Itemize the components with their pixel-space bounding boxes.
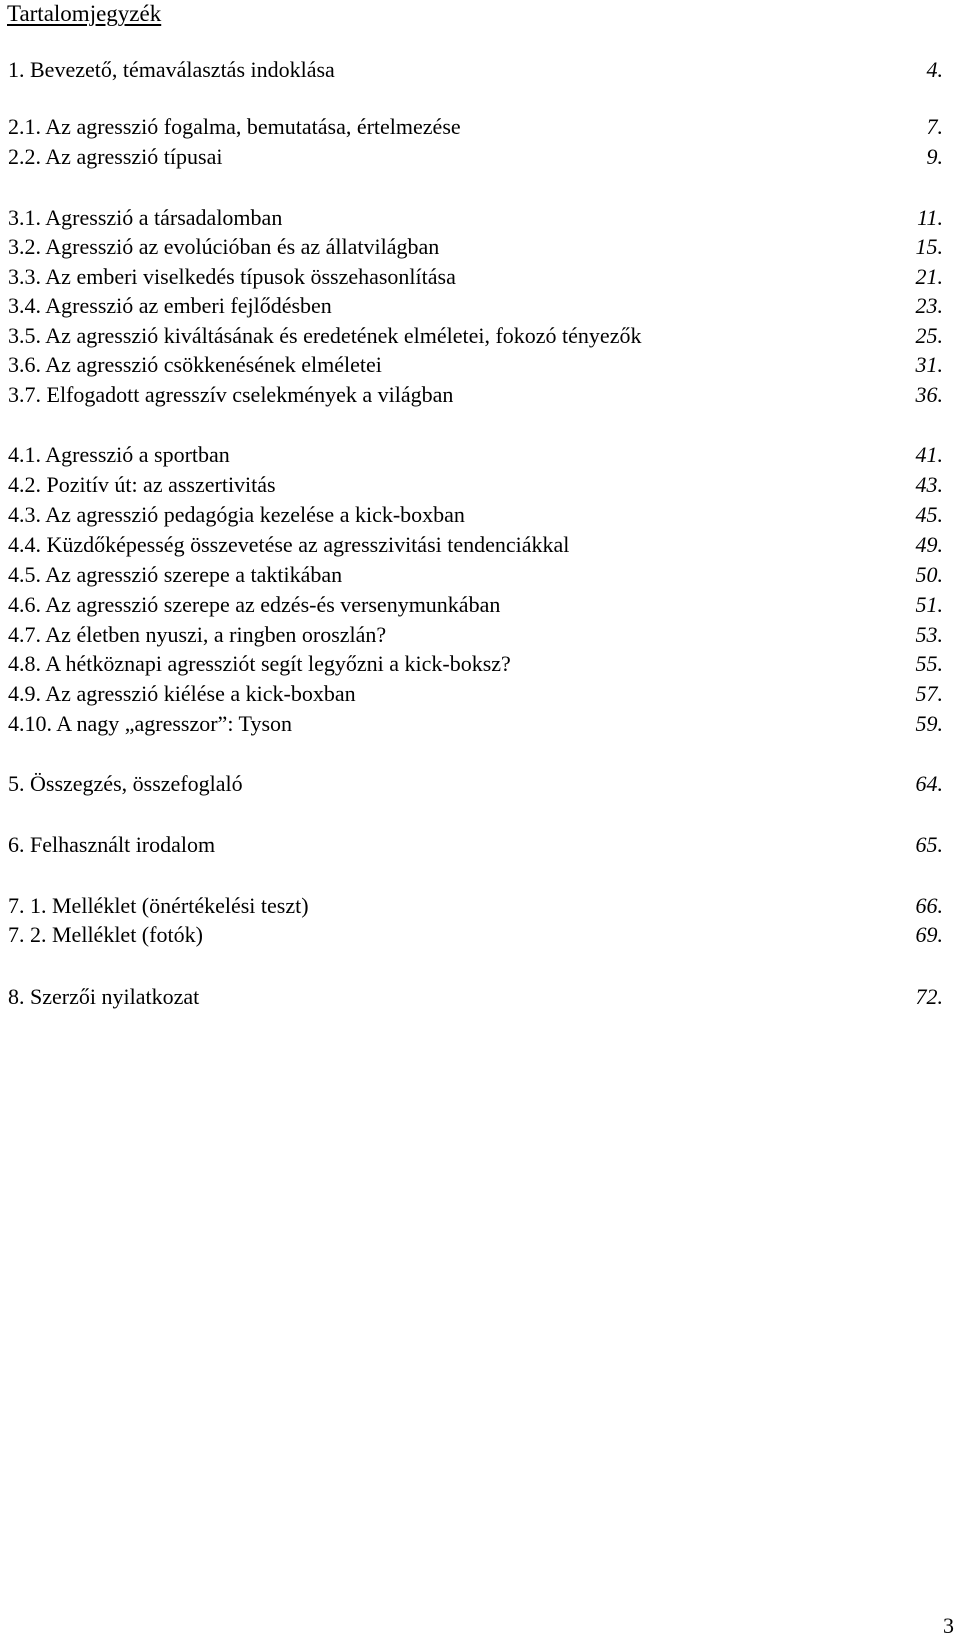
page-title: Tartalomjegyzék bbox=[7, 1, 162, 26]
toc-entry[interactable] bbox=[8, 679, 943, 709]
toc-entry-page: 50. bbox=[915, 562, 943, 587]
toc-entry-label: 5. Összegzés, összefoglaló bbox=[8, 771, 243, 796]
toc-entry-label: 7. 2. Melléklet (fotók) bbox=[8, 922, 203, 947]
toc-entry-page: 55. bbox=[915, 651, 943, 676]
toc-entry[interactable] bbox=[8, 500, 943, 530]
toc-entry-label: 3.4. Agresszió az emberi fejlődésben bbox=[8, 293, 332, 318]
toc-entry-label: 3.2. Agresszió az evolúcióban és az állatvilágban bbox=[8, 234, 440, 259]
toc-entry[interactable] bbox=[8, 380, 943, 410]
toc-entry-page: 57. bbox=[915, 681, 943, 706]
toc-entry[interactable] bbox=[8, 590, 943, 620]
toc-entry-label: 3.6. Az agresszió csökkenésének elméletei bbox=[8, 352, 382, 377]
toc-entry-label: 3.3. Az emberi viselkedés típusok összehasonlítása bbox=[8, 264, 456, 289]
toc-entry-page: 45. bbox=[915, 502, 943, 527]
toc-entry-page: 36. bbox=[915, 382, 943, 407]
toc-entry-label: 4.1. Agresszió a sportban bbox=[8, 442, 230, 467]
toc-entry-label: 4.7. Az életben nyuszi, a ringben oroszlán? bbox=[8, 622, 387, 647]
toc-entry-page: 66. bbox=[915, 893, 943, 918]
toc-entry[interactable] bbox=[8, 55, 943, 85]
toc-entry-label: 4.10. A nagy „agresszor”: Tyson bbox=[8, 711, 293, 736]
toc-entry[interactable] bbox=[8, 291, 943, 321]
toc-entry-label: 4.9. Az agresszió kiélése a kick-boxban bbox=[8, 681, 356, 706]
toc-entry[interactable] bbox=[8, 982, 943, 1012]
toc-entry-page: 9. bbox=[926, 144, 943, 169]
toc-entry[interactable] bbox=[8, 321, 943, 351]
toc-entry[interactable] bbox=[8, 920, 943, 950]
toc-entry-page: 59. bbox=[915, 711, 943, 736]
toc-entry-page: 41. bbox=[915, 442, 943, 467]
toc-entry[interactable] bbox=[8, 350, 943, 380]
toc-entry[interactable] bbox=[8, 769, 943, 799]
toc-entry-page: 7. bbox=[926, 114, 943, 139]
toc-entry-label: 2.2. Az agresszió típusai bbox=[8, 144, 223, 169]
toc-entry[interactable] bbox=[8, 530, 943, 560]
toc-entry[interactable] bbox=[8, 709, 943, 739]
toc-entry-label: 3.1. Agresszió a társadalomban bbox=[8, 205, 283, 230]
toc-entry-page: 53. bbox=[915, 622, 943, 647]
toc-entry[interactable] bbox=[8, 891, 943, 921]
toc-entry-page: 31. bbox=[915, 352, 943, 377]
toc-entry[interactable] bbox=[8, 262, 943, 292]
toc-entry-label: 3.7. Elfogadott agresszív cselekmények a világban bbox=[8, 382, 454, 407]
toc-entry[interactable] bbox=[8, 830, 943, 860]
toc-entry[interactable] bbox=[8, 470, 943, 500]
page-number: 3 bbox=[943, 1613, 954, 1638]
toc-entry[interactable] bbox=[8, 232, 943, 262]
toc-entry-page: 15. bbox=[915, 234, 943, 259]
toc-entry-label: 4.3. Az agresszió pedagógia kezelése a kick-boxban bbox=[8, 502, 465, 527]
toc-entry[interactable] bbox=[8, 440, 943, 470]
toc-entry-page: 65. bbox=[915, 832, 943, 857]
toc-entry-page: 43. bbox=[915, 472, 943, 497]
toc-entry-page: 4. bbox=[926, 57, 943, 82]
toc-entry[interactable] bbox=[8, 142, 943, 172]
toc-entry-page: 72. bbox=[915, 984, 943, 1009]
toc-entry[interactable] bbox=[8, 203, 943, 233]
toc-entry-label: 4.2. Pozitív út: az asszertivitás bbox=[8, 472, 276, 497]
toc-entry-label: 4.6. Az agresszió szerepe az edzés-és versenymunkában bbox=[8, 592, 501, 617]
toc-entry[interactable] bbox=[8, 112, 943, 142]
toc-entry-label: 7. 1. Melléklet (önértékelési teszt) bbox=[8, 893, 309, 918]
toc-entry-page: 51. bbox=[915, 592, 943, 617]
toc-entry-label: 4.4. Küzdőképesség összevetése az agresszivitási tendenciákkal bbox=[8, 532, 570, 557]
toc-entry-label: 3.5. Az agresszió kiváltásának és eredetének elméletei, fokozó tényezők bbox=[8, 323, 642, 348]
toc-entry-label: 1. Bevezető, témaválasztás indoklása bbox=[8, 57, 335, 82]
toc-entry-page: 21. bbox=[915, 264, 943, 289]
toc-entry[interactable] bbox=[8, 560, 943, 590]
toc-entry-label: 4.8. A hétköznapi agressziót segít legyőzni a kick-boksz? bbox=[8, 651, 511, 676]
toc-entry[interactable] bbox=[8, 649, 943, 679]
toc-entry-label: 6. Felhasznált irodalom bbox=[8, 832, 216, 857]
toc-entry-label: 8. Szerzői nyilatkozat bbox=[8, 984, 200, 1009]
toc-entry[interactable] bbox=[8, 620, 943, 650]
toc-entry-page: 11. bbox=[917, 205, 943, 230]
toc-entry-page: 64. bbox=[915, 771, 943, 796]
toc-entry-page: 23. bbox=[915, 293, 943, 318]
toc-entry-label: 2.1. Az agresszió fogalma, bemutatása, értelmezése bbox=[8, 114, 461, 139]
toc-entry-page: 49. bbox=[915, 532, 943, 557]
toc-entry-label: 4.5. Az agresszió szerepe a taktikában bbox=[8, 562, 343, 587]
toc-entry-page: 69. bbox=[915, 922, 943, 947]
toc-entry-page: 25. bbox=[915, 323, 943, 348]
